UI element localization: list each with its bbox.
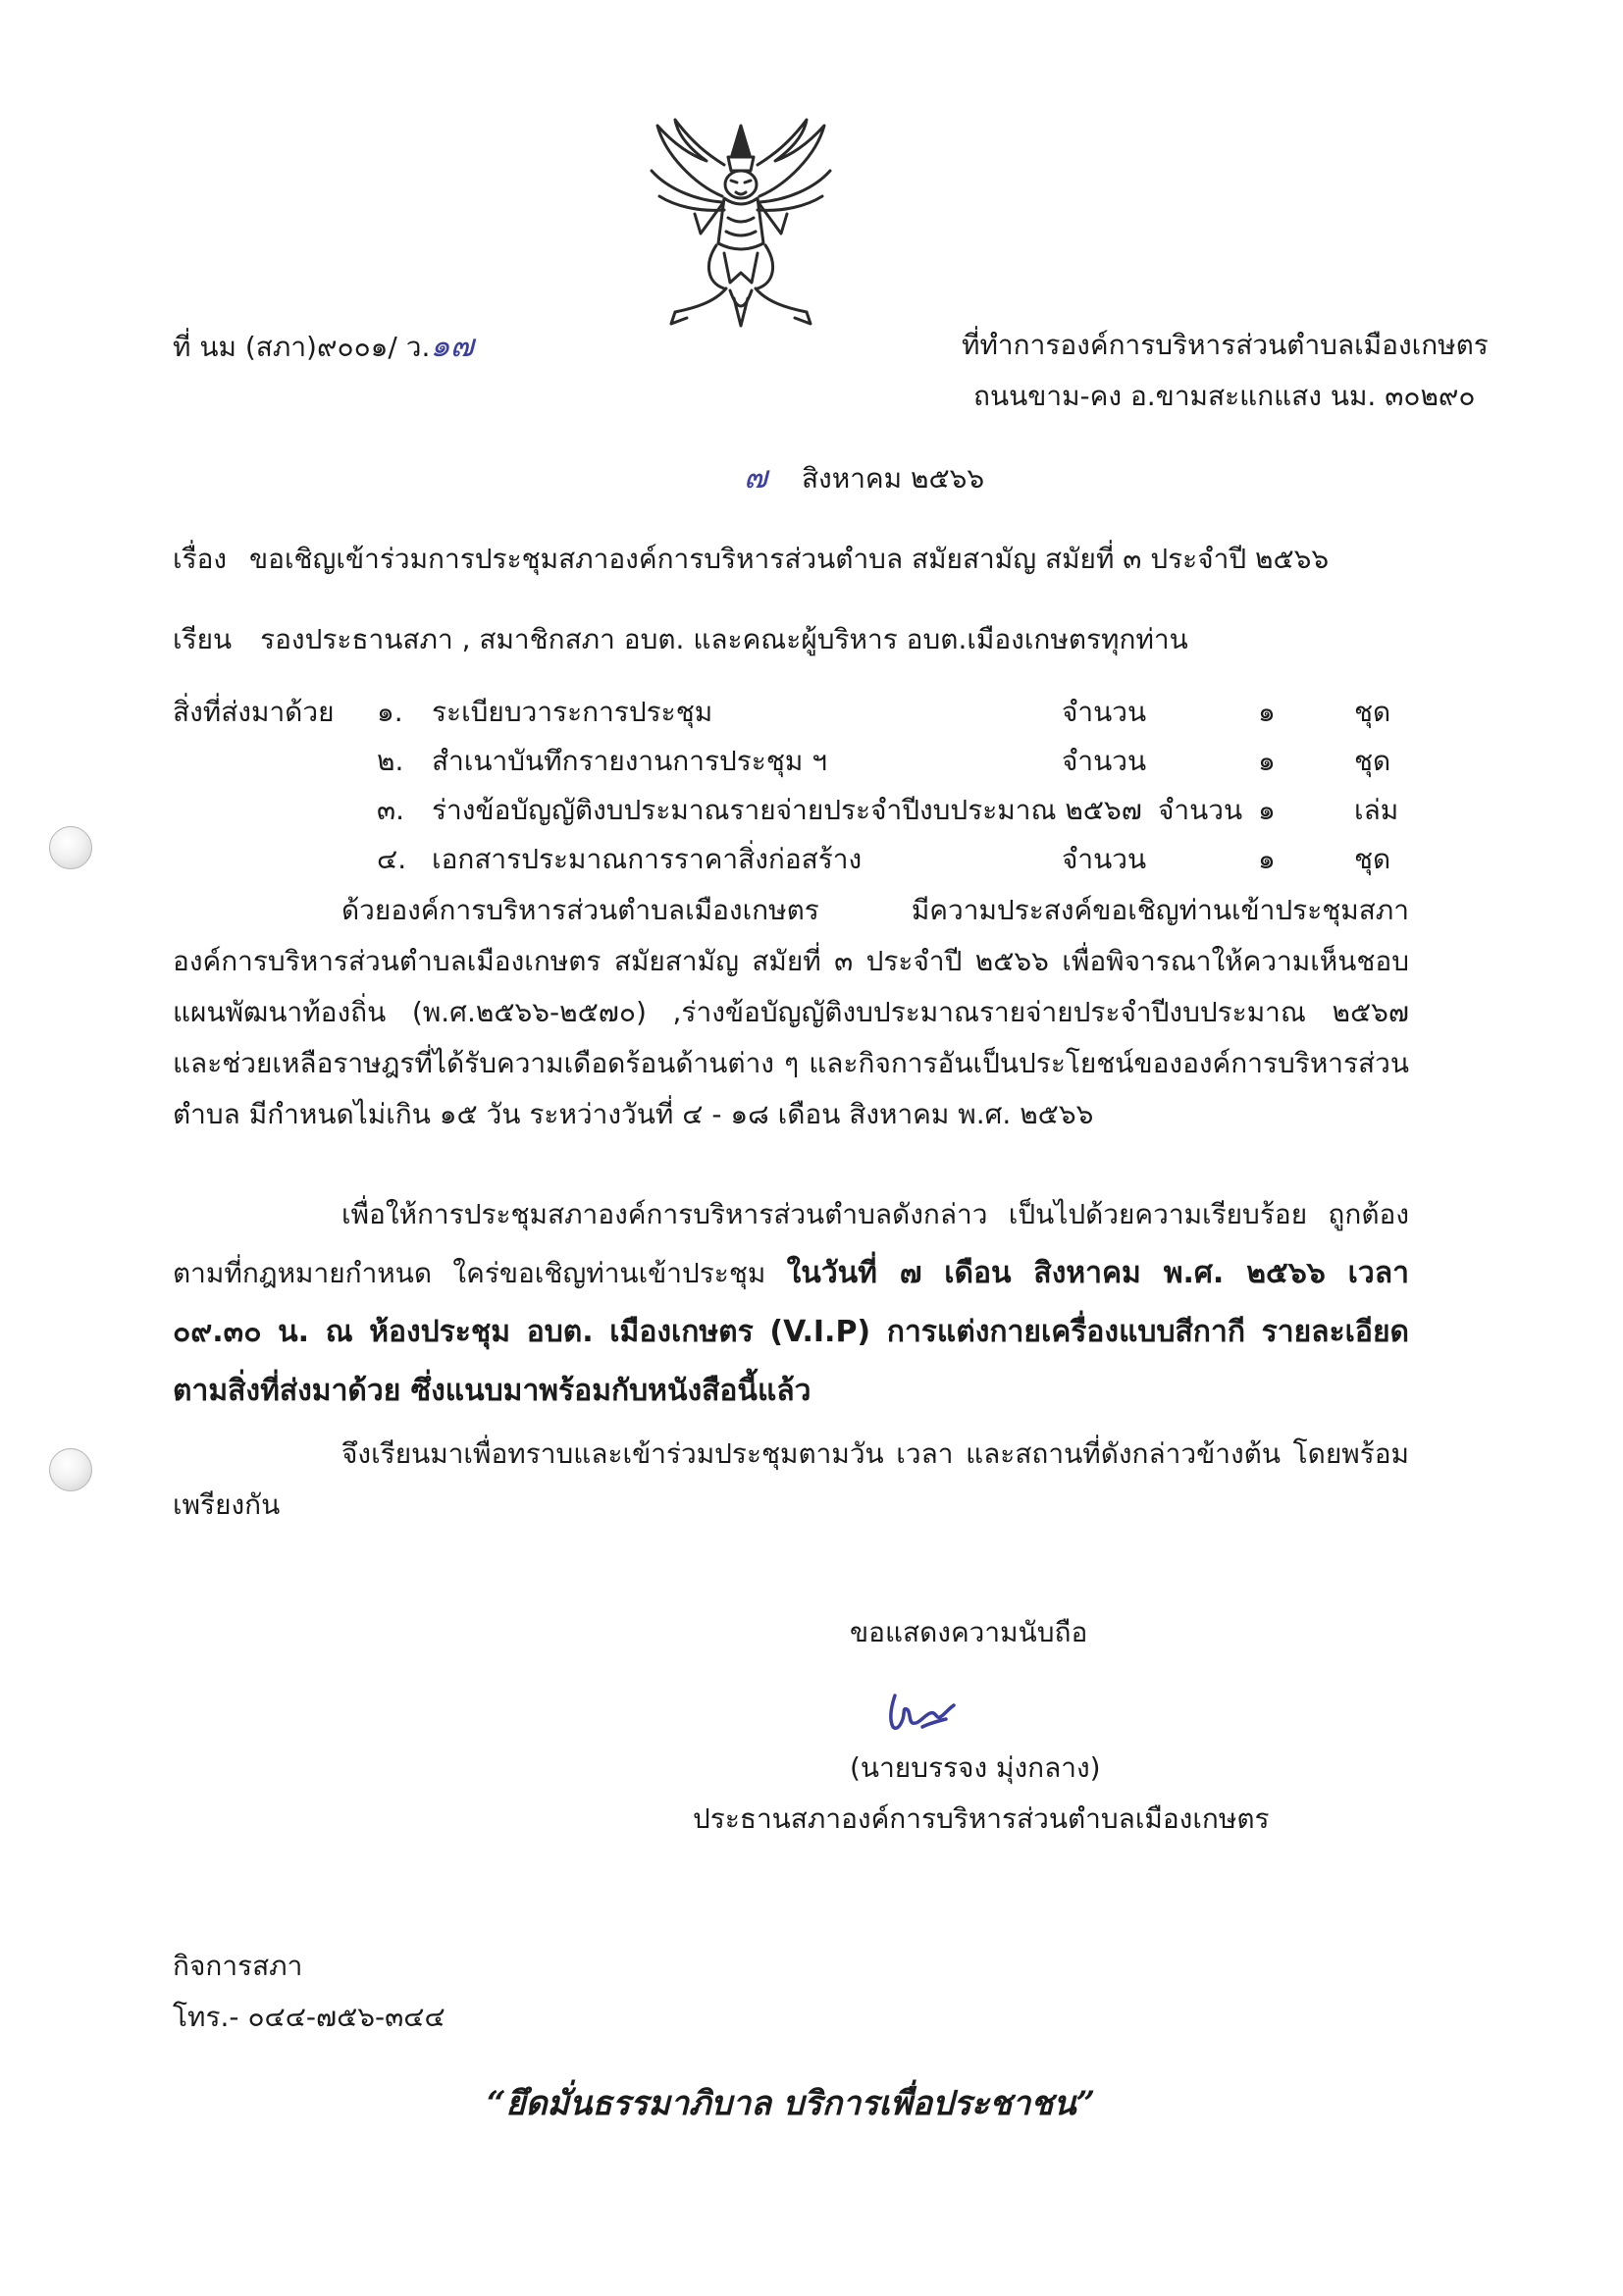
subject-label: เรื่อง — [173, 543, 228, 575]
hole-punch — [49, 826, 92, 869]
body-paragraph-3 — [173, 1429, 1409, 1531]
meeting-details-bold: ในวันที่ ๗ เดือน สิงหาคม พ.ศ. ๒๕๖๖ เวลา ๐๙.๓๐ น. ณ ห้องประชุม อบต. เมืองเกษตร (V.I.P) การแต่งกายเครื่องแบบสีกากี รายละเอียดตามสิ่งที่ส่งมาด้วย ซึ่งแนบมาพร้อมกับหนังสือนี้แล้ว — [173, 1256, 1409, 1408]
subject-text: ขอเชิญเข้าร่วมการประชุมสภาองค์การบริหารส่วนตำบล สมัยสามัญ สมัยที่ ๓ ประจำปี ๒๕๖๖ — [249, 543, 1330, 575]
enclosure-qty-label: จำนวน — [1062, 696, 1147, 728]
enclosure-qty-label: จำนวน — [1062, 843, 1147, 875]
reference-number — [173, 326, 474, 367]
enclosure-qty-label: จำนวน — [1158, 794, 1243, 826]
enclosure-number: ๔. — [377, 843, 407, 875]
enclosure-number: ๓. — [377, 794, 405, 826]
enclosure-unit: ชุด — [1354, 696, 1391, 728]
signer-name: (นายบรรจง มุ่งกลาง) — [850, 1751, 1101, 1784]
date-day: ๗ — [744, 458, 768, 496]
enclosure-unit: ชุด — [1354, 745, 1391, 777]
department-phone: โทร.- ๐๔๔-๗๕๖-๓๔๔ — [173, 2001, 445, 2033]
enclosures-label: สิ่งที่ส่งมาด้วย — [173, 696, 335, 728]
enclosure-qty: ๑ — [1258, 843, 1276, 875]
garuda-emblem-icon — [636, 116, 846, 330]
body-paragraph-3-text: จึงเรียนมาเพื่อทราบและเข้าร่วมประชุมตามวัน เวลา และสถานที่ดังกล่าวข้างต้น โดยพร้อมเพรียงกัน — [173, 1437, 1409, 1521]
enclosure-text: ร่างข้อบัญญัติงบประมาณรายจ่ายประจำปีงบประมาณ ๒๕๖๗ — [432, 794, 1142, 826]
body-paragraph-1 — [173, 885, 1409, 1140]
reference-prefix: ที่ นม (สภา)๙๐๐๑/ ว. — [173, 331, 431, 363]
recipient-text: รองประธานสภา , สมาชิกสภา อบต. และคณะผู้บริหาร อบต.เมืองเกษตรทุกท่าน — [260, 623, 1188, 655]
enclosure-qty-label: จำนวน — [1062, 745, 1147, 777]
letter-date — [744, 457, 984, 498]
body-paragraph-2-text: เพื่อให้การประชุมสภาองค์การบริหารส่วนตำบลดังกล่าว เป็นไปด้วยความเรียบร้อย ถูกต้องตามที่กฎหมายกำหนด ใคร่ขอเชิญท่านเข้าประชุม — [173, 1198, 1409, 1289]
enclosure-unit: เล่ม — [1354, 794, 1399, 826]
enclosure-number: ๒. — [377, 745, 404, 777]
enclosure-unit: ชุด — [1354, 843, 1391, 875]
signer-position: ประธานสภาองค์การบริหารส่วนตำบลเมืองเกษตร — [693, 1802, 1270, 1835]
body-paragraph-2 — [173, 1185, 1409, 1421]
subject-line — [173, 540, 1329, 579]
enclosure-text: ระเบียบวาระการประชุม — [432, 696, 713, 728]
office-address-line1: ที่ทำการองค์การบริหารส่วนตำบลเมืองเกษตร — [962, 329, 1489, 361]
recipient-line — [173, 620, 1188, 659]
organization-motto: “ยึดมั่นธรรมาภิบาล บริการเพื่อประชาชน” — [487, 2084, 1096, 2123]
enclosure-qty: ๑ — [1258, 794, 1276, 826]
handwritten-signature-icon — [883, 1688, 962, 1741]
office-address-line2: ถนนขาม-คง อ.ขามสะแกแสง นม. ๓๐๒๙๐ — [973, 380, 1476, 412]
recipient-label: เรียน — [173, 623, 233, 655]
enclosure-qty: ๑ — [1258, 745, 1276, 777]
enclosure-qty: ๑ — [1258, 696, 1276, 728]
enclosure-text: สำเนาบันทึกรายงานการประชุม ฯ — [432, 745, 827, 777]
date-month-year: สิงหาคม ๒๕๖๖ — [801, 462, 985, 495]
reference-number-handwritten: ๑๗ — [430, 327, 474, 364]
body-paragraph-1-text: ด้วยองค์การบริหารส่วนตำบลเมืองเกษตร มีความประสงค์ขอเชิญท่านเข้าประชุมสภาองค์การบริหารส่วนตำบลเมืองเกษตร สมัยสามัญ สมัยที่ ๓ ประจำปี ๒๕๖๖ เพื่อพิจารณาให้ความเห็นชอบแผนพัฒนาท้องถิ่น (พ.ศ.๒๕๖๖-๒๕๗๐) ,ร่างข้อบัญญัติงบประมาณรายจ่ายประจำปีงบประมาณ ๒๕๖๗ และช่วยเหลือราษฎรที่ได้รับความเดือดร้อนด้านต่าง ๆ และกิจการอันเป็นประโยชน์ขององค์การบริหารส่วนตำบล มีกำหนดไม่เกิน ๑๕ วัน ระหว่างวันที่ ๔ - ๑๘ เดือน สิงหาคม พ.ศ. ๒๕๖๖ — [173, 894, 1409, 1130]
enclosure-text: เอกสารประมาณการราคาสิ่งก่อสร้าง — [432, 843, 863, 875]
hole-punch — [49, 1448, 92, 1491]
closing-regards: ขอแสดงความนับถือ — [850, 1616, 1088, 1648]
department-name: กิจการสภา — [173, 1950, 303, 1982]
enclosure-number: ๑. — [377, 696, 403, 728]
